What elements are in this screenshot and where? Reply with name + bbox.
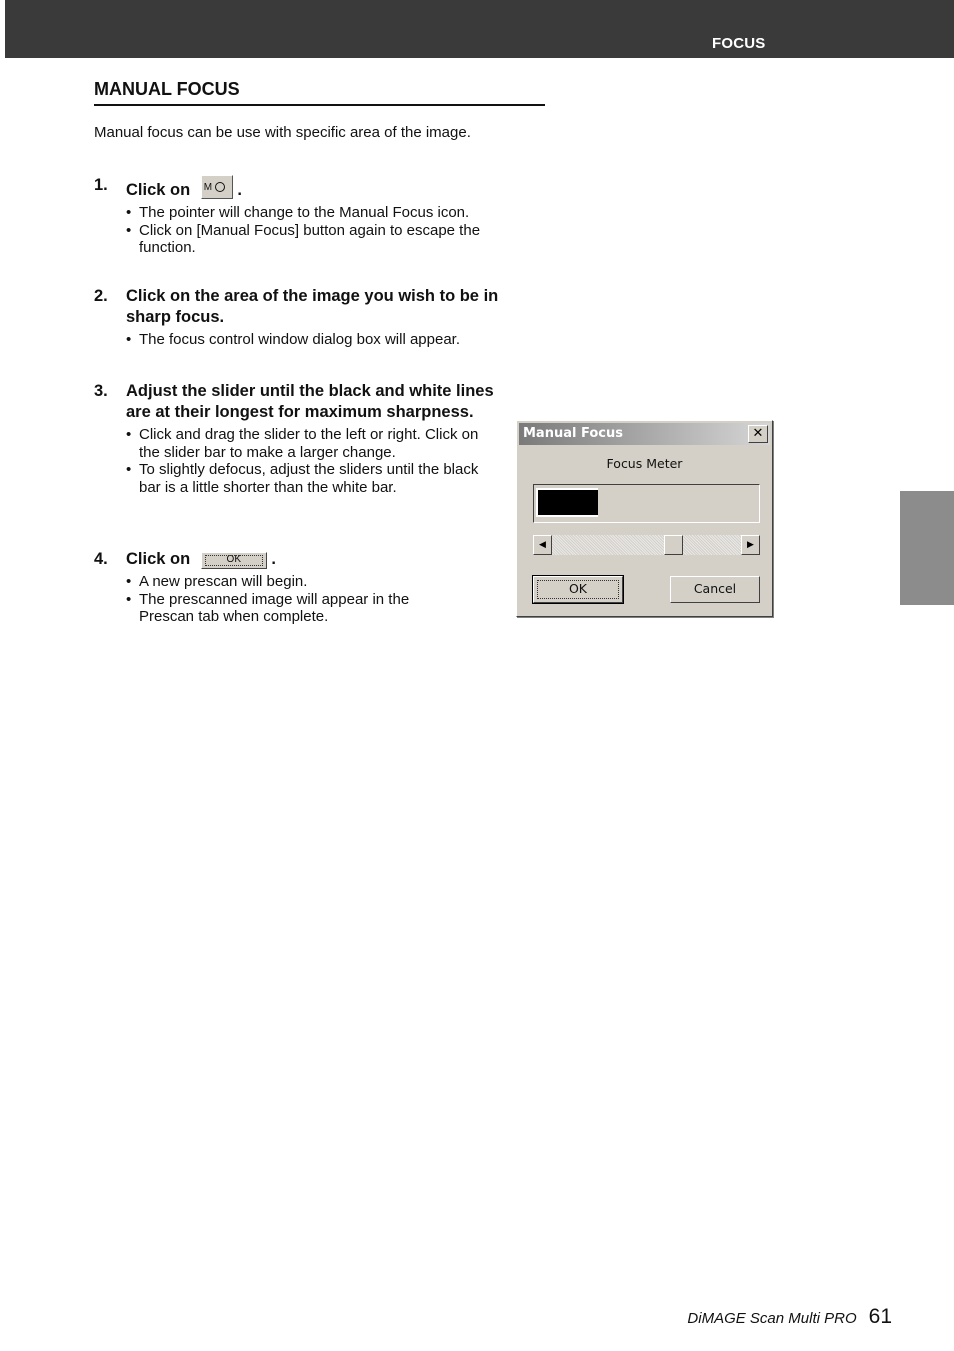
step-1 [94, 175, 534, 257]
cancel-button[interactable] [670, 576, 760, 603]
focus-slider[interactable] [533, 535, 760, 555]
header-bar [5, 0, 954, 58]
step-3 [94, 381, 494, 496]
step-4 [94, 549, 454, 626]
step-2 [94, 286, 534, 349]
dialog-title: Manual Focus [523, 426, 623, 441]
step-number: 2. [94, 287, 108, 305]
bullet: • Click on [Manual Focus] button again to escape the function. [126, 222, 534, 257]
manual-focus-dialog [516, 420, 773, 617]
focus-meter-label: Focus Meter [606, 456, 683, 471]
page-title: MANUAL FOCUS [94, 79, 545, 106]
bullet: • The prescanned image will appear in the Prescan tab when complete. [126, 591, 446, 626]
focus-meter [533, 484, 760, 523]
step-number: 1. [94, 176, 108, 194]
step-text: Adjust the slider until the black and white lines are at their longest for maximum sharpness. [126, 382, 494, 421]
step-suffix: . [237, 181, 242, 199]
step-text: Click on [126, 181, 191, 199]
cancel-button-label: Cancel [693, 581, 737, 596]
bullet: • The focus control window dialog box will appear. [126, 331, 534, 349]
ok-button[interactable] [533, 576, 623, 603]
section-title: FOCUS [712, 35, 766, 52]
slider-right-arrow-icon[interactable]: ▶ [741, 535, 760, 555]
manual-focus-icon: M [201, 175, 233, 199]
intro-text: Manual focus can be use with specific area of the image. [94, 124, 471, 141]
step-suffix: . [271, 550, 276, 568]
dialog-titlebar [519, 423, 770, 445]
bullet: • A new prescan will begin. [126, 573, 446, 591]
step-number: 4. [94, 550, 108, 568]
step-text: Click on [126, 550, 191, 568]
product-name: DiMAGE Scan Multi PRO [687, 1310, 857, 1327]
meter-black-bar [538, 490, 598, 515]
close-icon[interactable]: ✕ [748, 425, 768, 443]
slider-thumb[interactable] [664, 535, 683, 555]
bullet: • To slightly defocus, adjust the sliders until the black bar is a little shorter than the white bar. [126, 461, 486, 496]
step-text: Click on the area of the image you wish to be in sharp focus. [126, 287, 499, 326]
ok-button-label: OK [568, 581, 588, 596]
step-number: 3. [94, 382, 108, 400]
footer [687, 1305, 892, 1329]
side-tab-marker [900, 491, 954, 605]
bullet: • Click and drag the slider to the left or right. Click on the slider bar to make a larger change. [126, 426, 486, 461]
ok-icon-label: OK [226, 554, 241, 565]
bullet: • The pointer will change to the Manual Focus icon. [126, 204, 534, 222]
ok-button-icon [201, 552, 267, 569]
slider-left-arrow-icon[interactable]: ◀ [533, 535, 552, 555]
page-number: 61 [868, 1305, 892, 1328]
